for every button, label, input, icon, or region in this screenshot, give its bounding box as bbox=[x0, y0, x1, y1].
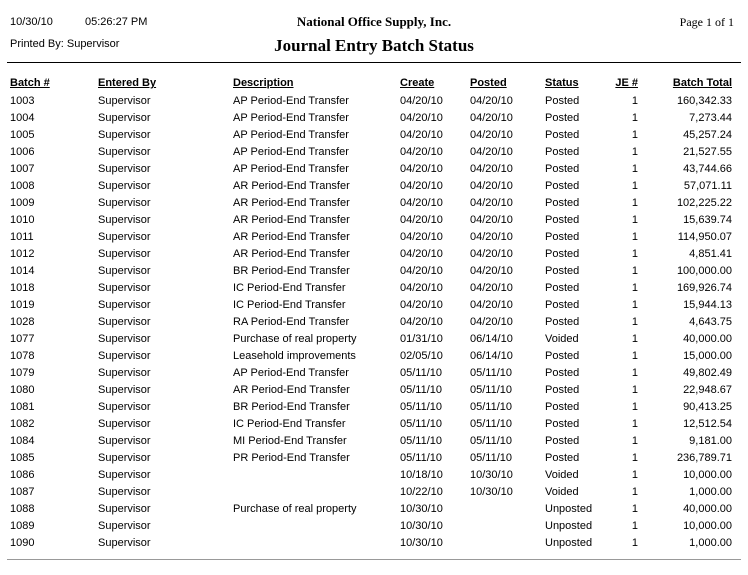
cell-description: IC Period-End Transfer bbox=[233, 298, 346, 311]
cell-je-number: 1 bbox=[631, 519, 638, 532]
cell-posted-date: 04/20/10 bbox=[470, 94, 513, 107]
cell-description: AP Period-End Transfer bbox=[233, 145, 349, 158]
table-row bbox=[10, 245, 732, 262]
cell-entered-by: Supervisor bbox=[98, 451, 151, 464]
cell-description: AP Period-End Transfer bbox=[233, 162, 349, 175]
cell-posted-date: 10/30/10 bbox=[470, 485, 513, 498]
cell-description: AP Period-End Transfer bbox=[233, 366, 349, 379]
cell-je-number: 1 bbox=[631, 162, 638, 175]
cell-batch-number: 1018 bbox=[10, 281, 35, 294]
cell-batch-total: 15,000.00 bbox=[683, 349, 732, 362]
table-row bbox=[10, 517, 732, 534]
cell-posted-date: 05/11/10 bbox=[470, 383, 513, 396]
cell-je-number: 1 bbox=[631, 128, 638, 141]
cell-description: AR Period-End Transfer bbox=[233, 196, 350, 209]
cell-create-date: 05/11/10 bbox=[400, 434, 443, 447]
cell-status: Posted bbox=[545, 196, 580, 209]
cell-je-number: 1 bbox=[631, 468, 638, 481]
cell-batch-total: 15,639.74 bbox=[683, 213, 732, 226]
cell-description: AR Period-End Transfer bbox=[233, 230, 350, 243]
cell-entered-by: Supervisor bbox=[98, 111, 151, 124]
column-header-posted-date: Posted bbox=[470, 77, 507, 89]
cell-status: Posted bbox=[545, 128, 580, 141]
cell-posted-date: 05/11/10 bbox=[470, 417, 513, 430]
cell-batch-total: 10,000.00 bbox=[683, 468, 732, 481]
cell-posted-date: 06/14/10 bbox=[470, 349, 513, 362]
cell-create-date: 04/20/10 bbox=[400, 230, 443, 243]
table-row bbox=[10, 347, 732, 364]
cell-entered-by: Supervisor bbox=[98, 315, 151, 328]
cell-create-date: 10/30/10 bbox=[400, 536, 443, 549]
cell-batch-total: 1,000.00 bbox=[689, 485, 732, 498]
cell-description: RA Period-End Transfer bbox=[233, 315, 350, 328]
cell-je-number: 1 bbox=[631, 400, 638, 413]
cell-create-date: 04/20/10 bbox=[400, 128, 443, 141]
cell-posted-date: 04/20/10 bbox=[470, 162, 513, 175]
cell-je-number: 1 bbox=[631, 315, 638, 328]
cell-create-date: 04/20/10 bbox=[400, 111, 443, 124]
table-row bbox=[10, 109, 732, 126]
cell-posted-date bbox=[470, 534, 545, 551]
cell-entered-by: Supervisor bbox=[98, 536, 151, 549]
cell-status: Posted bbox=[545, 281, 580, 294]
cell-create-date: 10/30/10 bbox=[400, 502, 443, 515]
column-header-batch-number: Batch # bbox=[10, 77, 50, 89]
table-row bbox=[10, 466, 732, 483]
table-body bbox=[10, 92, 732, 551]
cell-batch-total: 40,000.00 bbox=[683, 502, 732, 515]
cell-create-date: 01/31/10 bbox=[400, 332, 443, 345]
table-header-row bbox=[10, 70, 732, 92]
cell-posted-date: 04/20/10 bbox=[470, 264, 513, 277]
cell-batch-number: 1007 bbox=[10, 162, 35, 175]
cell-description bbox=[233, 517, 400, 534]
cell-description: Purchase of real property bbox=[233, 502, 357, 515]
cell-batch-total: 43,744.66 bbox=[683, 162, 732, 175]
cell-batch-number: 1090 bbox=[10, 536, 35, 549]
cell-je-number: 1 bbox=[631, 332, 638, 345]
cell-entered-by: Supervisor bbox=[98, 264, 151, 277]
cell-status: Unposted bbox=[545, 502, 593, 515]
cell-batch-number: 1008 bbox=[10, 179, 35, 192]
column-header-create-date: Create bbox=[400, 77, 435, 89]
table-row bbox=[10, 398, 732, 415]
cell-description: Leasehold improvements bbox=[233, 349, 356, 362]
cell-je-number: 1 bbox=[631, 230, 638, 243]
cell-batch-number: 1010 bbox=[10, 213, 35, 226]
cell-batch-total: 4,643.75 bbox=[689, 315, 732, 328]
cell-entered-by: Supervisor bbox=[98, 247, 151, 260]
cell-entered-by: Supervisor bbox=[98, 366, 151, 379]
cell-batch-total: 40,000.00 bbox=[683, 332, 732, 345]
table-row bbox=[10, 143, 732, 160]
cell-description: BR Period-End Transfer bbox=[233, 264, 350, 277]
cell-create-date: 04/20/10 bbox=[400, 162, 443, 175]
cell-description: MI Period-End Transfer bbox=[233, 434, 347, 447]
cell-batch-total: 15,944.13 bbox=[683, 298, 732, 311]
cell-description: BR Period-End Transfer bbox=[233, 400, 350, 413]
table-row bbox=[10, 177, 732, 194]
cell-create-date: 04/20/10 bbox=[400, 213, 443, 226]
cell-batch-number: 1005 bbox=[10, 128, 35, 141]
cell-je-number: 1 bbox=[631, 247, 638, 260]
cell-batch-total: 7,273.44 bbox=[689, 111, 732, 124]
cell-batch-total: 9,181.00 bbox=[689, 434, 732, 447]
cell-status: Posted bbox=[545, 451, 580, 464]
table-row bbox=[10, 92, 732, 109]
cell-entered-by: Supervisor bbox=[98, 417, 151, 430]
cell-entered-by: Supervisor bbox=[98, 434, 151, 447]
cell-batch-total: 10,000.00 bbox=[683, 519, 732, 532]
cell-batch-number: 1011 bbox=[10, 230, 34, 243]
cell-status: Posted bbox=[545, 94, 580, 107]
table-row bbox=[10, 449, 732, 466]
cell-je-number: 1 bbox=[631, 298, 638, 311]
cell-batch-total: 12,512.54 bbox=[683, 417, 732, 430]
cell-je-number: 1 bbox=[631, 434, 638, 447]
cell-posted-date: 04/20/10 bbox=[470, 298, 513, 311]
cell-posted-date: 05/11/10 bbox=[470, 366, 513, 379]
cell-batch-number: 1009 bbox=[10, 196, 35, 209]
cell-posted-date bbox=[470, 517, 545, 534]
cell-create-date: 04/20/10 bbox=[400, 179, 443, 192]
cell-batch-number: 1082 bbox=[10, 417, 35, 430]
cell-batch-number: 1080 bbox=[10, 383, 35, 396]
cell-status: Posted bbox=[545, 349, 580, 362]
cell-batch-number: 1084 bbox=[10, 434, 35, 447]
cell-status: Posted bbox=[545, 111, 580, 124]
cell-posted-date: 04/20/10 bbox=[470, 230, 513, 243]
header-rule bbox=[7, 62, 741, 63]
cell-posted-date bbox=[470, 500, 545, 517]
cell-je-number: 1 bbox=[631, 366, 638, 379]
cell-je-number: 1 bbox=[631, 94, 638, 107]
cell-status: Unposted bbox=[545, 536, 593, 549]
cell-batch-total: 100,000.00 bbox=[676, 264, 732, 277]
cell-je-number: 1 bbox=[631, 213, 638, 226]
table-row bbox=[10, 415, 732, 432]
cell-create-date: 04/20/10 bbox=[400, 94, 443, 107]
table-row bbox=[10, 364, 732, 381]
page-indicator: Page 1 of 1 bbox=[679, 15, 734, 29]
cell-posted-date: 05/11/10 bbox=[470, 434, 513, 447]
cell-entered-by: Supervisor bbox=[98, 468, 151, 481]
cell-posted-date: 04/20/10 bbox=[470, 213, 513, 226]
cell-status: Unposted bbox=[545, 519, 593, 532]
cell-entered-by: Supervisor bbox=[98, 502, 151, 515]
cell-je-number: 1 bbox=[631, 383, 638, 396]
company-name: National Office Supply, Inc. bbox=[296, 14, 452, 29]
cell-batch-number: 1081 bbox=[10, 400, 35, 413]
cell-create-date: 04/20/10 bbox=[400, 281, 443, 294]
cell-description: AP Period-End Transfer bbox=[233, 128, 349, 141]
cell-je-number: 1 bbox=[631, 502, 638, 515]
cell-status: Voided bbox=[545, 332, 579, 345]
cell-batch-number: 1019 bbox=[10, 298, 35, 311]
column-header-status: Status bbox=[545, 77, 579, 89]
cell-batch-total: 114,950.07 bbox=[677, 230, 732, 243]
cell-description: AR Period-End Transfer bbox=[233, 179, 350, 192]
cell-description: AR Period-End Transfer bbox=[233, 383, 350, 396]
cell-create-date: 05/11/10 bbox=[400, 383, 443, 396]
cell-create-date: 04/20/10 bbox=[400, 247, 443, 260]
cell-posted-date: 05/11/10 bbox=[470, 400, 513, 413]
table-row bbox=[10, 534, 732, 551]
cell-posted-date: 04/20/10 bbox=[470, 281, 513, 294]
cell-posted-date: 04/20/10 bbox=[470, 145, 513, 158]
cell-status: Posted bbox=[545, 315, 580, 328]
cell-je-number: 1 bbox=[631, 179, 638, 192]
cell-batch-number: 1028 bbox=[10, 315, 35, 328]
cell-description: IC Period-End Transfer bbox=[233, 281, 346, 294]
printed-by: Printed By: Supervisor bbox=[10, 38, 120, 50]
table-row bbox=[10, 296, 732, 313]
cell-posted-date: 04/20/10 bbox=[470, 315, 513, 328]
cell-batch-number: 1086 bbox=[10, 468, 35, 481]
cell-entered-by: Supervisor bbox=[98, 281, 151, 294]
cell-je-number: 1 bbox=[631, 196, 638, 209]
cell-create-date: 04/20/10 bbox=[400, 298, 443, 311]
cell-entered-by: Supervisor bbox=[98, 179, 151, 192]
cell-create-date: 05/11/10 bbox=[400, 417, 443, 430]
cell-entered-by: Supervisor bbox=[98, 332, 151, 345]
cell-batch-total: 49,802.49 bbox=[683, 366, 732, 379]
cell-batch-total: 22,948.67 bbox=[683, 383, 732, 396]
cell-batch-total: 90,413.25 bbox=[683, 400, 732, 413]
column-header-description: Description bbox=[233, 77, 294, 89]
cell-create-date: 04/20/10 bbox=[400, 264, 443, 277]
cell-entered-by: Supervisor bbox=[98, 196, 151, 209]
report-time: 05:26:27 PM bbox=[85, 16, 148, 28]
cell-posted-date: 04/20/10 bbox=[470, 179, 513, 192]
cell-status: Posted bbox=[545, 298, 580, 311]
cell-batch-number: 1079 bbox=[10, 366, 35, 379]
cell-batch-total: 21,527.55 bbox=[683, 145, 732, 158]
cell-entered-by: Supervisor bbox=[98, 383, 151, 396]
cell-je-number: 1 bbox=[631, 281, 638, 294]
cell-je-number: 1 bbox=[631, 451, 638, 464]
column-header-batch-total: Batch Total bbox=[672, 77, 732, 89]
cell-status: Posted bbox=[545, 179, 580, 192]
cell-posted-date: 04/20/10 bbox=[470, 196, 513, 209]
report-title: Journal Entry Batch Status bbox=[274, 36, 474, 55]
cell-je-number: 1 bbox=[631, 264, 638, 277]
cell-posted-date: 04/20/10 bbox=[470, 128, 513, 141]
cell-entered-by: Supervisor bbox=[98, 162, 151, 175]
cell-batch-total: 45,257.24 bbox=[683, 128, 732, 141]
column-header-je-number: JE # bbox=[615, 77, 638, 89]
cell-batch-number: 1085 bbox=[10, 451, 35, 464]
cell-status: Posted bbox=[545, 247, 580, 260]
cell-description: AP Period-End Transfer bbox=[233, 94, 349, 107]
table-row bbox=[10, 483, 732, 500]
cell-batch-total: 1,000.00 bbox=[689, 536, 732, 549]
cell-status: Voided bbox=[545, 468, 579, 481]
column-header-entered-by: Entered By bbox=[98, 77, 157, 89]
batch-status-table bbox=[10, 70, 732, 551]
cell-status: Posted bbox=[545, 264, 580, 277]
cell-je-number: 1 bbox=[631, 111, 638, 124]
cell-status: Posted bbox=[545, 383, 580, 396]
cell-batch-number: 1078 bbox=[10, 349, 35, 362]
cell-description: IC Period-End Transfer bbox=[233, 417, 346, 430]
table-row bbox=[10, 279, 732, 296]
cell-entered-by: Supervisor bbox=[98, 485, 151, 498]
table-row bbox=[10, 228, 732, 245]
cell-entered-by: Supervisor bbox=[98, 349, 151, 362]
cell-batch-number: 1004 bbox=[10, 111, 35, 124]
cell-je-number: 1 bbox=[631, 417, 638, 430]
cell-je-number: 1 bbox=[631, 536, 638, 549]
cell-je-number: 1 bbox=[631, 485, 638, 498]
cell-entered-by: Supervisor bbox=[98, 94, 151, 107]
table-row bbox=[10, 330, 732, 347]
cell-create-date: 05/11/10 bbox=[400, 451, 443, 464]
cell-create-date: 10/18/10 bbox=[400, 468, 443, 481]
table-row bbox=[10, 432, 732, 449]
table-row bbox=[10, 211, 732, 228]
cell-create-date: 05/11/10 bbox=[400, 400, 443, 413]
table-row bbox=[10, 313, 732, 330]
cell-entered-by: Supervisor bbox=[98, 230, 151, 243]
cell-entered-by: Supervisor bbox=[98, 128, 151, 141]
cell-posted-date: 05/11/10 bbox=[470, 451, 513, 464]
report-date: 10/30/10 bbox=[10, 16, 53, 28]
cell-entered-by: Supervisor bbox=[98, 400, 151, 413]
table-row bbox=[10, 500, 732, 517]
cell-batch-number: 1012 bbox=[10, 247, 35, 260]
table-row bbox=[10, 194, 732, 211]
cell-batch-number: 1006 bbox=[10, 145, 35, 158]
cell-description bbox=[233, 534, 400, 551]
cell-batch-total: 236,789.71 bbox=[676, 451, 732, 464]
cell-posted-date: 10/30/10 bbox=[470, 468, 513, 481]
cell-description: AR Period-End Transfer bbox=[233, 247, 350, 260]
cell-status: Posted bbox=[545, 434, 580, 447]
cell-description: Purchase of real property bbox=[233, 332, 357, 345]
table-row bbox=[10, 262, 732, 279]
cell-create-date: 04/20/10 bbox=[400, 196, 443, 209]
footer-rule bbox=[7, 559, 741, 560]
cell-batch-total: 57,071.11 bbox=[683, 179, 732, 192]
cell-description: PR Period-End Transfer bbox=[233, 451, 350, 464]
cell-batch-number: 1003 bbox=[10, 94, 35, 107]
cell-batch-number: 1077 bbox=[10, 332, 35, 345]
cell-description bbox=[233, 483, 400, 500]
cell-batch-total: 169,926.74 bbox=[676, 281, 732, 294]
cell-status: Posted bbox=[545, 230, 580, 243]
cell-description: AP Period-End Transfer bbox=[233, 111, 349, 124]
cell-description bbox=[233, 466, 400, 483]
cell-entered-by: Supervisor bbox=[98, 213, 151, 226]
table-row bbox=[10, 381, 732, 398]
cell-je-number: 1 bbox=[631, 145, 638, 158]
cell-batch-total: 102,225.22 bbox=[676, 196, 732, 209]
cell-create-date: 04/20/10 bbox=[400, 145, 443, 158]
cell-status: Posted bbox=[545, 400, 580, 413]
cell-create-date: 04/20/10 bbox=[400, 315, 443, 328]
cell-create-date: 10/22/10 bbox=[400, 485, 443, 498]
cell-entered-by: Supervisor bbox=[98, 298, 151, 311]
cell-posted-date: 04/20/10 bbox=[470, 111, 513, 124]
table-row bbox=[10, 160, 732, 177]
cell-batch-number: 1089 bbox=[10, 519, 35, 532]
cell-entered-by: Supervisor bbox=[98, 519, 151, 532]
cell-batch-number: 1087 bbox=[10, 485, 35, 498]
cell-batch-number: 1014 bbox=[10, 264, 35, 277]
cell-batch-total: 160,342.33 bbox=[676, 94, 732, 107]
cell-status: Posted bbox=[545, 145, 580, 158]
cell-posted-date: 06/14/10 bbox=[470, 332, 513, 345]
cell-status: Posted bbox=[545, 366, 580, 379]
cell-status: Posted bbox=[545, 213, 580, 226]
cell-create-date: 10/30/10 bbox=[400, 519, 443, 532]
cell-batch-number: 1088 bbox=[10, 502, 35, 515]
cell-status: Posted bbox=[545, 162, 580, 175]
cell-create-date: 02/05/10 bbox=[400, 349, 443, 362]
cell-description: AR Period-End Transfer bbox=[233, 213, 350, 226]
table-row bbox=[10, 126, 732, 143]
cell-batch-total: 4,851.41 bbox=[689, 247, 732, 260]
cell-entered-by: Supervisor bbox=[98, 145, 151, 158]
cell-create-date: 05/11/10 bbox=[400, 366, 443, 379]
cell-status: Posted bbox=[545, 417, 580, 430]
cell-status: Voided bbox=[545, 485, 579, 498]
cell-je-number: 1 bbox=[631, 349, 638, 362]
cell-posted-date: 04/20/10 bbox=[470, 247, 513, 260]
